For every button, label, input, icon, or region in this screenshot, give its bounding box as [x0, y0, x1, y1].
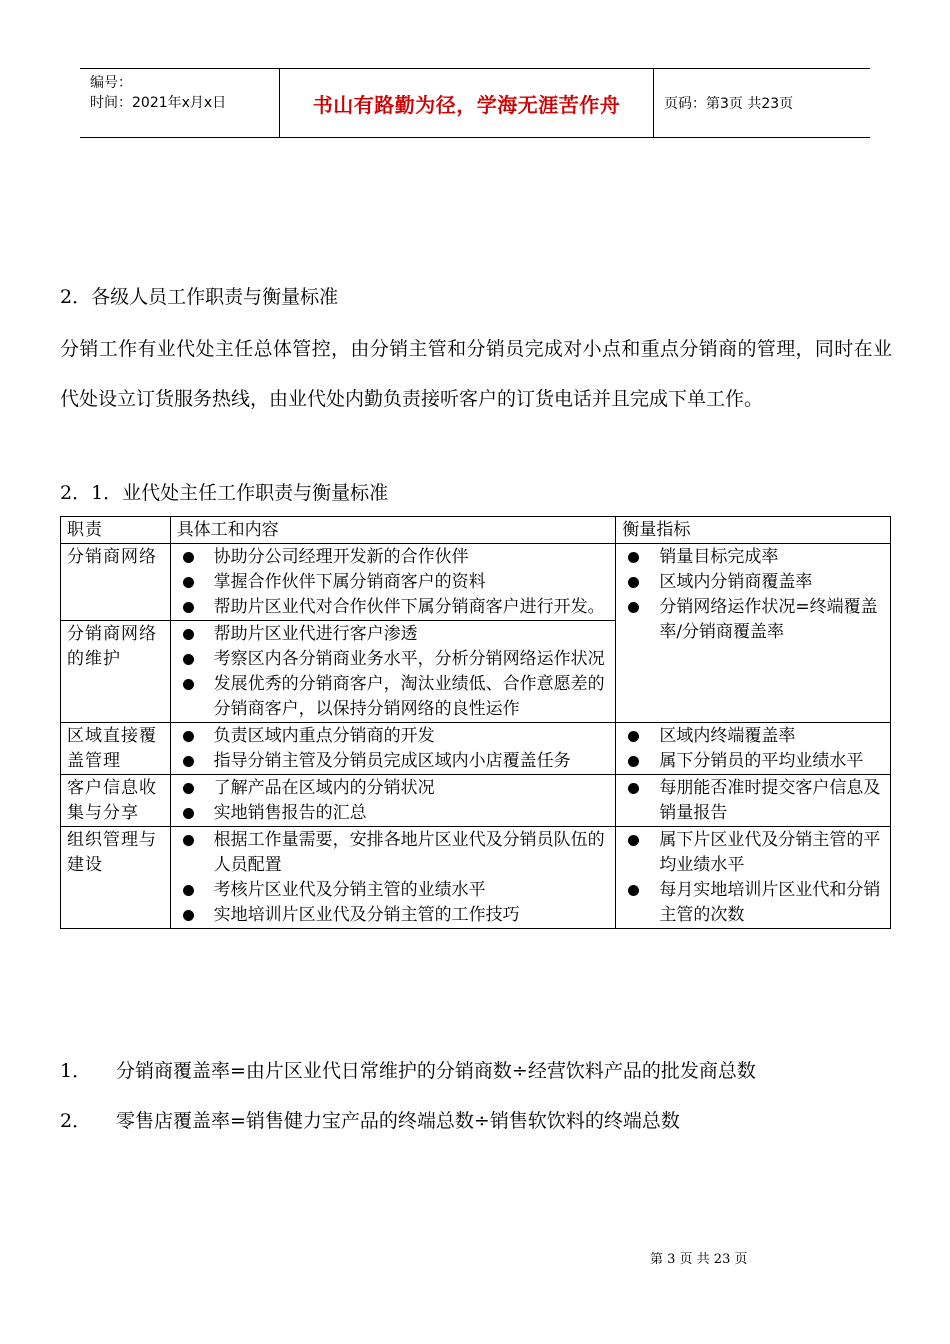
bullet-icon: [183, 783, 194, 794]
page-header: [80, 68, 870, 138]
section-title: 2．各级人员工作职责与衡量标准: [60, 286, 339, 308]
header-motto: 书山有路勤为径，学海无涯苦作舟: [280, 69, 654, 137]
page-footer: 第 3 页 共 23 页: [650, 1252, 748, 1267]
bullet-icon: [628, 756, 639, 767]
table-row: [61, 544, 891, 621]
section-subtitle: 2．1．业代处主任工作职责与衡量标准: [60, 482, 389, 504]
header-metrics: 衡量指标: [616, 517, 891, 544]
bullet-icon: [628, 552, 639, 563]
list-item: 属下分销员的平均业绩水平: [622, 749, 884, 774]
list-item: 帮助片区业代对合作伙伴下属分销商客户进行开发。: [177, 595, 610, 620]
content-cell: [170, 827, 616, 929]
code-label: 编号：: [90, 75, 132, 91]
bullet-icon: [628, 783, 639, 794]
bullet-icon: [183, 679, 194, 690]
header-page-label: 页码：第3页 共23页: [664, 96, 794, 112]
list-item: 根据工作量需要，安排各地片区业代及分销员队伍的人员配置: [177, 828, 610, 878]
table-header-row: [61, 517, 891, 544]
bullet-icon: [628, 731, 639, 742]
header-meta: [80, 69, 280, 137]
content-cell: [170, 775, 616, 827]
bullet-icon: [628, 835, 639, 846]
metrics-cell: [616, 544, 891, 723]
list-item: 销量目标完成率: [622, 545, 884, 570]
list-item: 区域内分销商覆盖率: [622, 570, 884, 595]
note-text: 零售店覆盖率=销售健力宝产品的终端总数÷销售软饮料的终端总数: [116, 1110, 680, 1132]
bullet-icon: [183, 577, 194, 588]
date-label: 时间：2021年x月x日: [90, 95, 227, 111]
list-item: 每月实地培训片区业代和分销主管的次数: [622, 878, 884, 928]
bullet-icon: [628, 577, 639, 588]
header-duty: 职责: [61, 517, 171, 544]
section-paragraph: 分销工作有业代处主任总体管控，由分销主管和分销员完成对小点和重点分销商的管理，同时在业代处设立订货服务热线，由业代处内勤负责接听客户的订货电话并且完成下单工作。: [60, 338, 892, 410]
bullet-icon: [183, 885, 194, 896]
table-row: [61, 827, 891, 929]
bullet-icon: [628, 602, 639, 613]
bullet-icon: [183, 835, 194, 846]
bullet-icon: [183, 654, 194, 665]
bullet-icon: [183, 808, 194, 819]
list-item: 了解产品在区域内的分销状况: [177, 776, 610, 801]
list-item: 区域内终端覆盖率: [622, 724, 884, 749]
list-item: 协助分公司经理开发新的合作伙伴: [177, 545, 610, 570]
list-item: 帮助片区业代进行客户渗透: [177, 622, 610, 647]
bullet-icon: [183, 731, 194, 742]
list-item: 考察区内各分销商业务水平，分析分销网络运作状况: [177, 647, 610, 672]
content-cell: [170, 544, 616, 621]
bullet-icon: [183, 910, 194, 921]
metrics-cell: [616, 775, 891, 827]
metrics-cell: [616, 723, 891, 775]
content-cell: [170, 723, 616, 775]
header-content: 具体工和内容: [170, 517, 616, 544]
note-number: 2．: [60, 1110, 92, 1132]
list-item: 指导分销主管及分销员完成区域内小店覆盖任务: [177, 749, 610, 774]
list-item: 属下片区业代及分销主管的平均业绩水平: [622, 828, 884, 878]
formula-note: [60, 1106, 680, 1133]
bullet-icon: [628, 885, 639, 896]
list-item: 实地销售报告的汇总: [177, 801, 610, 826]
duty-cell: 分销商网络的维护: [61, 621, 171, 723]
duty-table: [60, 516, 891, 929]
note-text: 分销商覆盖率=由片区业代日常维护的分销商数÷经营饮料产品的批发商总数: [116, 1060, 756, 1082]
bullet-icon: [183, 756, 194, 767]
duty-cell: 组织管理与建设: [61, 827, 171, 929]
list-item: 负责区域内重点分销商的开发: [177, 724, 610, 749]
list-item: 分销网络运作状况=终端覆盖率/分销商覆盖率: [622, 595, 884, 645]
note-number: 1．: [60, 1060, 92, 1082]
list-item: 发展优秀的分销商客户，淘汰业绩低、合作意愿差的分销商客户，以保持分销网络的良性运作: [177, 672, 610, 722]
bullet-icon: [183, 629, 194, 640]
list-item: 每朋能否准时提交客户信息及销量报告: [622, 776, 884, 826]
bullet-icon: [183, 602, 194, 613]
table-row: [61, 723, 891, 775]
content-cell: [170, 621, 616, 723]
list-item: 考核片区业代及分销主管的业绩水平: [177, 878, 610, 903]
bullet-icon: [183, 552, 194, 563]
duty-cell: 客户信息收集与分享: [61, 775, 171, 827]
duty-cell: 区域直接覆盖管理: [61, 723, 171, 775]
metrics-cell: [616, 827, 891, 929]
list-item: 实地培训片区业代及分销主管的工作技巧: [177, 903, 610, 928]
list-item: 掌握合作伙伴下属分销商客户的资料: [177, 570, 610, 595]
duty-cell: 分销商网络: [61, 544, 171, 621]
table-row: [61, 775, 891, 827]
formula-note: [60, 1056, 756, 1083]
